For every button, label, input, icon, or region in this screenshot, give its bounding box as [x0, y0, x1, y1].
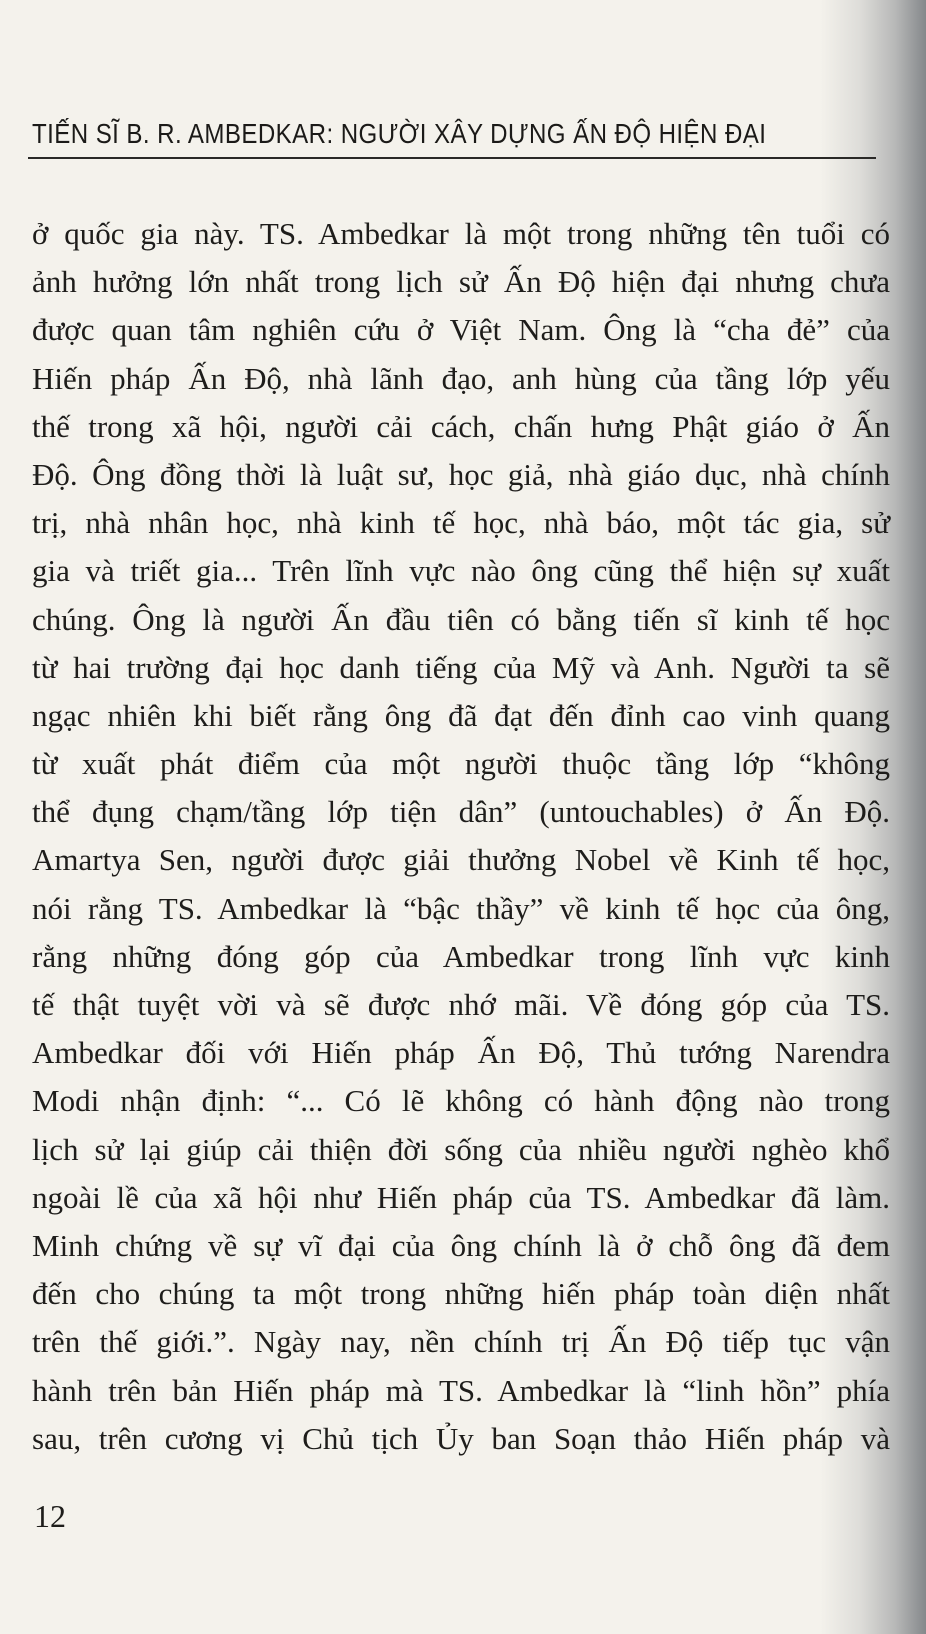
text-line: Modi nhận định: “... Có lẽ không có hành động nào trong: [32, 1083, 890, 1119]
running-head: TIẾN SĨ B. R. AMBEDKAR: NGƯỜI XÂY DỰNG ẤN ĐỘ HIỆN ĐẠI: [32, 118, 767, 149]
body-text: [32, 210, 892, 1463]
text-line: chúng. Ông là người Ấn đầu tiên có bằng tiến sĩ kinh tế học: [32, 601, 890, 637]
text-line: Độ. Ông đồng thời là luật sư, học giả, nhà giáo dục, nhà chính: [32, 456, 890, 492]
text-line: ngoài lề của xã hội như Hiến pháp của TS. Ambedkar đã làm.: [32, 1179, 890, 1215]
text-line: ở quốc gia này. TS. Ambedkar là một trong những tên tuổi có: [32, 216, 890, 251]
text-line: hành trên bản Hiến pháp mà TS. Ambedkar là “linh hồn” phía: [32, 1372, 890, 1408]
text-line: sau, trên cương vị Chủ tịch Ủy ban Soạn thảo Hiến pháp và: [32, 1420, 890, 1456]
text-line: nói rằng TS. Ambedkar là “bậc thầy” về kinh tế học của ông,: [32, 890, 890, 926]
page-number: 12: [34, 1498, 66, 1534]
text-line: rằng những đóng góp của Ambedkar trong lĩnh vực kinh: [32, 938, 890, 974]
text-line: được quan tâm nghiên cứu ở Việt Nam. Ông là “cha đẻ” của: [32, 312, 890, 348]
text-line: từ xuất phát điểm của một người thuộc tầng lớp “không: [32, 746, 890, 782]
text-line: trị, nhà nhân học, nhà kinh tế học, nhà báo, một tác gia, sử: [32, 505, 890, 541]
text-line: đến cho chúng ta một trong những hiến pháp toàn diện nhất: [32, 1276, 890, 1312]
text-line: Amartya Sen, người được giải thưởng Nobel về Kinh tế học,: [32, 842, 890, 878]
text-line: thế trong xã hội, người cải cách, chấn hưng Phật giáo ở Ấn: [32, 408, 890, 444]
text-line: Minh chứng về sự vĩ đại của ông chính là ở chỗ ông đã đem: [32, 1227, 890, 1263]
text-line: lịch sử lại giúp cải thiện đời sống của nhiều người nghèo khổ: [32, 1131, 890, 1167]
text-line: Ambedkar đối với Hiến pháp Ấn Độ, Thủ tướng Narendra: [32, 1035, 890, 1071]
text-line: trên thế giới.”. Ngày nay, nền chính trị Ấn Độ tiếp tục vận: [32, 1324, 890, 1360]
text-line: tế thật tuyệt vời và sẽ được nhớ mãi. Về đóng góp của TS.: [32, 987, 890, 1022]
text-line: ngạc nhiên khi biết rằng ông đã đạt đến đỉnh cao vinh quang: [32, 697, 890, 733]
text-line: gia và triết gia... Trên lĩnh vực nào ông cũng thể hiện sự xuất: [32, 553, 890, 589]
text-line: ảnh hưởng lớn nhất trong lịch sử Ấn Độ hiện đại nhưng chưa: [32, 264, 890, 300]
text-line: thể đụng chạm/tầng lớp tiện dân” (untouchables) ở Ấn Độ.: [32, 794, 890, 830]
text-line: Hiến pháp Ấn Độ, nhà lãnh đạo, anh hùng của tầng lớp yếu: [32, 360, 890, 396]
text-line: từ hai trường đại học danh tiếng của Mỹ và Anh. Người ta sẽ: [32, 649, 890, 685]
header-rule: [28, 157, 876, 159]
